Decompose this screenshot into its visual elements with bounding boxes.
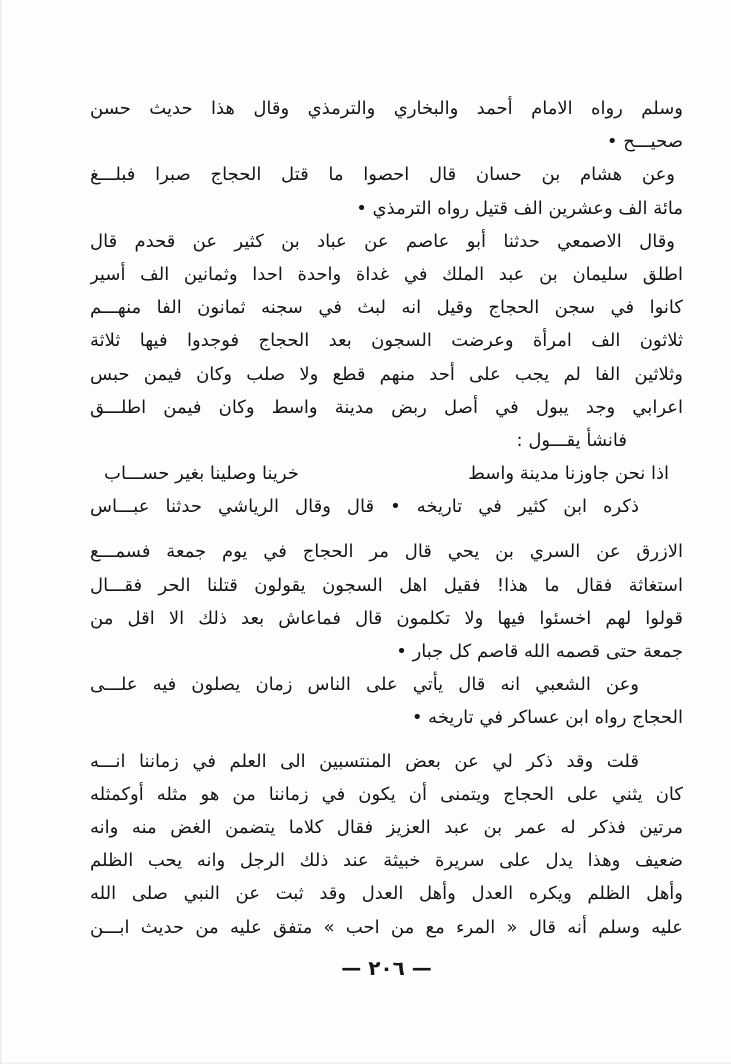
text-line: استغاثة فقال ما هذا! فقيل اهل السجون يقولون قتلنا الحر فقـــال <box>90 574 683 596</box>
text-line: جمعة حتى قصمه الله قاصم كل جبار • <box>396 641 683 662</box>
text-line: عليه وسلم أنه قال « المرء مع من احب » متفق عليه من حديث ابـــن <box>90 916 683 938</box>
text-line: الحجاج رواه ابن عساكر في تاريخه • <box>411 707 683 729</box>
verse-line <box>90 457 683 490</box>
scan-edge-shadow-left <box>0 0 2 1064</box>
text-line: قولوا لهم اخسئوا فيها ولا تكلمون قال فماعاش بعد ذلك الا اقل من <box>90 607 683 629</box>
text-block <box>90 92 683 944</box>
text-line: اطلق سليمان بن عبد الملك في غداة واحدة احدا وثمانين الف أسير <box>90 263 683 285</box>
text-line: صحيـــح • <box>606 131 683 153</box>
text-line: فانشأ يقـــول : <box>516 429 627 451</box>
text-line: وثلاثين الفا لم يجب على أحد منهم قطع ولا صلب وكان فيمن حبس <box>90 363 683 385</box>
page-number: — ٢٠٦ — <box>341 956 432 980</box>
text-line: مائة الف وعشرين الف قتيل رواه الترمذي • <box>356 197 683 219</box>
verse-hemistich-right: اذا نحن جاوزنا مدينة واسط <box>468 463 669 485</box>
text-line: وأهل الظلم ويكره العدل وأهل العدل وقد ثبت عن النبي صلى الله <box>90 883 683 905</box>
text-line: كان يثني على الحجاج ويتمنى أن يكون في زماننا من هو مثله أوكمثله <box>90 783 683 805</box>
text-line: ضعيف وهذا يدل على سريرة خبيثة عند ذلك الرجل وانه يحب الظلم <box>90 850 683 872</box>
text-line: اعرابي وجد يبول في أصل ربض مدينة واسط وكان فيمن اطلـــق <box>90 396 683 418</box>
text-line: ذكره ابن كثير في تاريخه • قال وقال الرياشي حدثنا عبـــاس <box>90 496 639 518</box>
text-line: وعن هشام بن حسان قال احصوا ما قتل الحجاج صبرا فبلـــغ <box>90 164 675 186</box>
text-line: وسلم رواه الامام أحمد والبخاري والترمذي وقال هذا حديث حسن <box>90 98 683 119</box>
text-line: وقال الاصمعي حدثنا أبو عاصم عن عباد بن كثير عن قحدم قال <box>90 230 675 252</box>
text-line: ثلاثون الف امرأة وعرضت السجون بعد الحجاج فوجدوا فيها ثلاثة <box>90 330 683 352</box>
text-line: كانوا في سجن الحجاج وقيل انه لبث في سجنه ثمانون الفا منهـــم <box>90 297 683 319</box>
text-line: الازرق عن السري بن يحي قال مر الحجاج في يوم جمعة فسمـــع <box>90 541 683 563</box>
text-line: وعن الشعبي انه قال يأتي على الناس زمان يصلون فيه علـــى <box>90 674 639 696</box>
text-line: مرتين فذكر له عمر بن عبد العزيز فقال كلاما يتضمن الغض منه وانه <box>90 816 683 838</box>
verse-hemistich-left: خرينا وصلينا بغير حســـاب <box>104 463 299 485</box>
text-line: قلت وقد ذكر لي عن بعض المنتسبين الى العلم في زماننا انـــه <box>90 750 639 772</box>
